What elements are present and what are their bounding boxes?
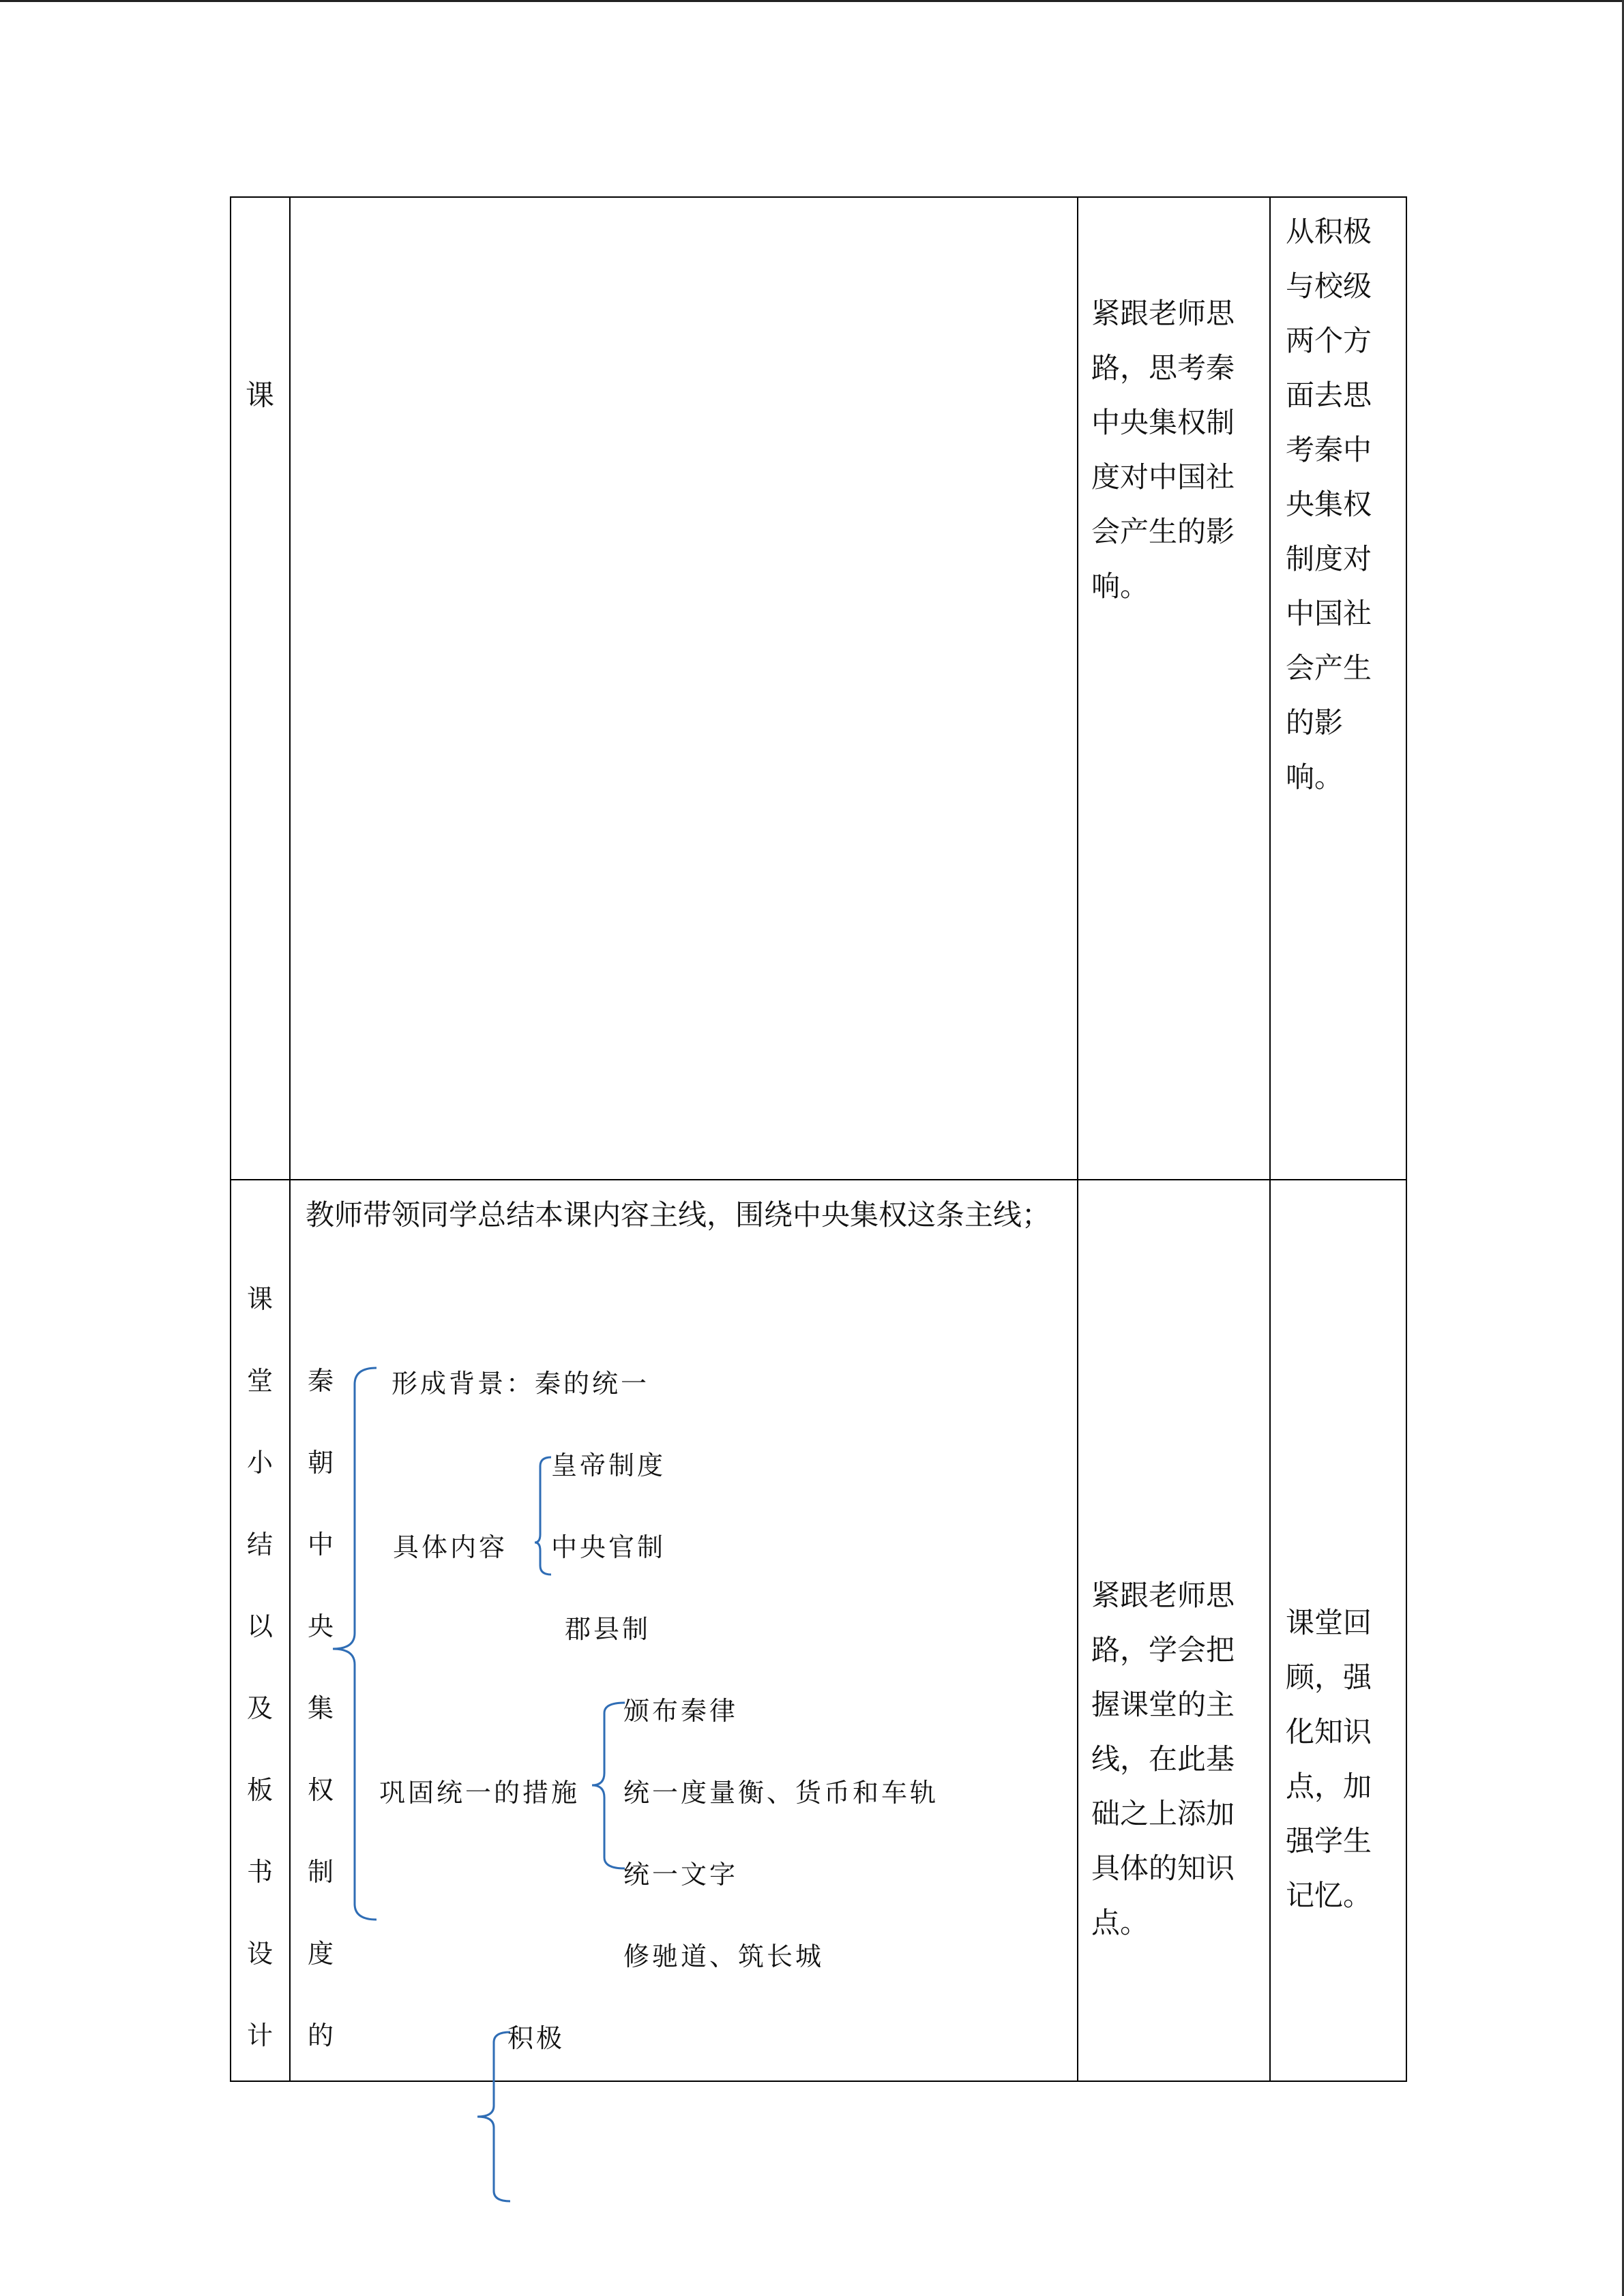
board-background: 形成背景：秦的统一	[392, 1369, 650, 1399]
row2-student-activity: 紧跟老师思路，学会把握课堂的主线，在此基础之上添加具体的知识点。	[1091, 1579, 1235, 1939]
impact-bracket	[477, 2032, 510, 2201]
board-content-item-3: 郡县制	[565, 1614, 651, 1644]
board-impact-item: 积极	[507, 2023, 565, 2053]
board-content-label: 具体内容	[393, 1532, 508, 1562]
board-measures-item-1: 颁布秦律	[623, 1696, 739, 1726]
row1-design-intent: 从积极与校级两个方面去思考秦中央集权制度对中国社会产生的影响。	[1286, 215, 1372, 794]
main-bracket	[333, 1368, 377, 1920]
measures-bracket	[592, 1703, 625, 1868]
board-main-title: 秦 朝 中 央 集 权 制 度 的	[307, 1366, 334, 2051]
board-measures-label: 巩固统一的措施	[379, 1778, 580, 1808]
board-content-item-2: 中央官制	[551, 1532, 666, 1562]
row1-student-activity: 紧跟老师思路，思考秦中央集权制度对中国社会产生的影响。	[1091, 297, 1235, 603]
row1-label: 课	[245, 378, 274, 412]
board-measures-item-3: 统一文字	[623, 1860, 739, 1890]
board-measures-item-2: 统一度量衡、货币和车轨	[623, 1778, 939, 1808]
row2-intro: 教师带领同学总结本课内容主线，围绕中央集权这条主线；	[306, 1198, 1051, 1232]
row2-design-intent: 课堂回顾，强化知识点，加强学生记忆。	[1286, 1606, 1372, 1912]
board-content-item-1: 皇帝制度	[551, 1450, 666, 1480]
board-measures-item-4: 修驰道、筑长城	[623, 1941, 825, 1971]
content-bracket	[535, 1457, 551, 1575]
row2-label: 课 堂 小 结 以 及 板 书 设 计	[246, 1284, 273, 2051]
